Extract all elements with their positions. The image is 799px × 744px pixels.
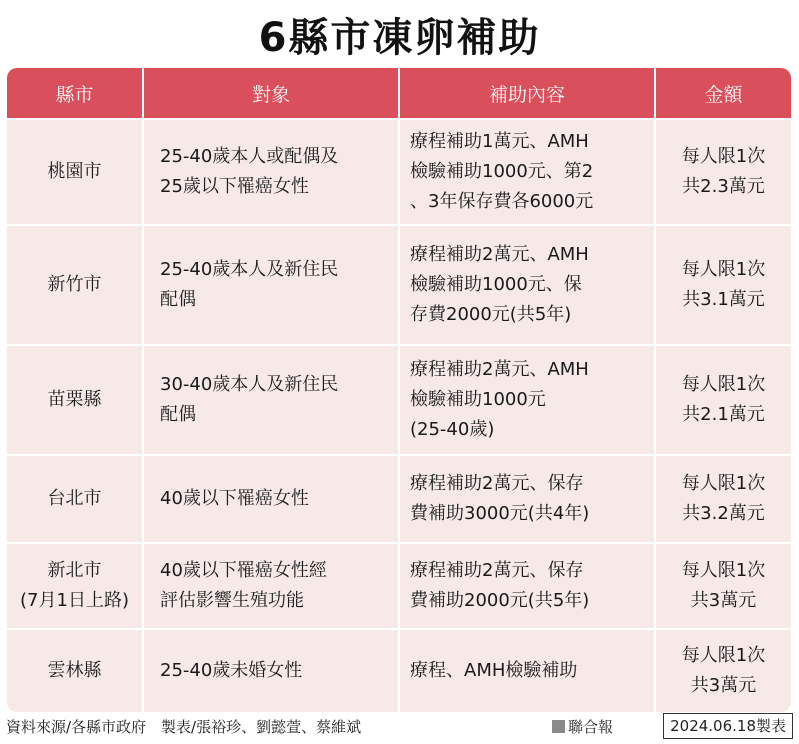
amount-cell-line: 每人限1次 — [681, 146, 766, 167]
content-cell — [400, 544, 656, 628]
amount-cell — [656, 346, 791, 454]
table-body — [7, 118, 791, 712]
content-cell — [400, 226, 656, 344]
content-cell-line: 療程補助2萬元、保存 — [410, 560, 584, 581]
city-cell — [7, 120, 144, 224]
amount-cell-line: 每人限1次 — [681, 473, 766, 494]
table-row — [7, 224, 791, 344]
target-cell — [144, 630, 400, 712]
target-cell-line: 40歲以下罹癌女性經 — [160, 560, 327, 581]
subsidy-table — [7, 68, 791, 712]
square-icon — [552, 720, 565, 733]
amount-cell-line: 共3萬元 — [690, 675, 757, 696]
content-cell-line: 療程補助2萬元、AMH — [410, 359, 589, 380]
amount-cell-line: 共2.3萬元 — [682, 176, 765, 197]
content-cell — [400, 346, 656, 454]
content-cell — [400, 456, 656, 542]
target-cell-line: 40歲以下罹癌女性 — [160, 488, 309, 509]
amount-cell — [656, 456, 791, 542]
target-cell — [144, 544, 400, 628]
amount-cell — [656, 544, 791, 628]
content-cell — [400, 120, 656, 224]
amount-cell-line: 共2.1萬元 — [682, 404, 765, 425]
city-cell-line: 新北市 — [47, 560, 102, 581]
city-cell-line: 桃園市 — [47, 161, 102, 182]
target-cell-line: 25-40歲未婚女性 — [160, 660, 303, 681]
date-stamp: 2024.06.18製表 — [663, 713, 793, 739]
city-cell-line: 新竹市 — [47, 274, 102, 295]
target-cell-line: 25-40歲本人或配偶及 — [160, 146, 339, 167]
table-row — [7, 542, 791, 628]
target-cell — [144, 456, 400, 542]
content-cell-line: 檢驗補助1000元 — [410, 389, 546, 410]
amount-cell-line: 每人限1次 — [681, 259, 766, 280]
target-cell-line: 評估影響生殖功能 — [160, 590, 304, 611]
page-title: 6縣市凍卵補助 — [258, 15, 541, 61]
content-cell-line: 療程、AMH檢驗補助 — [410, 660, 578, 681]
content-cell-line: 療程補助2萬元、保存 — [410, 473, 584, 494]
source-credit: 資料來源/各縣市政府 製表/張裕珍、劉懿萱、蔡維斌 — [6, 718, 362, 736]
city-cell-line: (7月1日上路) — [20, 590, 129, 611]
header-city: 縣市 — [7, 68, 144, 118]
header-amount: 金額 — [704, 83, 743, 106]
city-cell-line: 台北市 — [47, 488, 102, 509]
target-cell-line: 25-40歲本人及新住民 — [160, 259, 339, 280]
amount-cell — [656, 630, 791, 712]
target-cell-line: 30-40歲本人及新住民 — [160, 374, 339, 395]
content-cell-line: 療程補助2萬元、AMH — [410, 244, 589, 265]
city-cell — [7, 226, 144, 344]
city-cell — [7, 456, 144, 542]
footer — [6, 713, 793, 739]
target-cell — [144, 226, 400, 344]
content-cell-line: 、3年保存費各6000元 — [410, 191, 594, 212]
table-row — [7, 344, 791, 454]
city-cell-line: 苗栗縣 — [47, 389, 102, 410]
city-cell — [7, 346, 144, 454]
amount-cell-line: 共3萬元 — [690, 590, 757, 611]
content-cell-line: 檢驗補助1000元、第2 — [410, 161, 594, 182]
amount-cell-line: 共3.2萬元 — [682, 503, 765, 524]
publisher — [552, 716, 613, 737]
target-cell-line: 25歲以下罹癌女性 — [160, 176, 309, 197]
content-cell-line: (25-40歲) — [410, 419, 495, 440]
target-cell-line: 配偶 — [160, 289, 196, 310]
table-row — [7, 628, 791, 712]
table-row — [7, 118, 791, 224]
content-cell-line: 費補助2000元(共5年) — [410, 590, 590, 611]
amount-cell-line: 每人限1次 — [681, 645, 766, 666]
amount-cell — [656, 226, 791, 344]
header-target: 對象 — [144, 68, 400, 118]
target-cell-line: 配偶 — [160, 404, 196, 425]
city-cell — [7, 544, 144, 628]
city-cell — [7, 630, 144, 712]
target-cell — [144, 346, 400, 454]
content-cell-line: 費補助3000元(共4年) — [410, 503, 590, 524]
content-cell-line: 檢驗補助1000元、保 — [410, 274, 582, 295]
content-cell — [400, 630, 656, 712]
amount-cell — [656, 120, 791, 224]
target-cell — [144, 120, 400, 224]
header-content: 補助內容 — [400, 68, 656, 118]
publisher-name: 聯合報 — [568, 718, 614, 736]
amount-cell-line: 共3.1萬元 — [682, 289, 765, 310]
city-cell-line: 雲林縣 — [47, 660, 102, 681]
amount-cell-line: 每人限1次 — [681, 560, 766, 581]
content-cell-line: 療程補助1萬元、AMH — [410, 131, 589, 152]
table-header — [7, 68, 791, 118]
table-row — [7, 454, 791, 542]
amount-cell-line: 每人限1次 — [681, 374, 766, 395]
content-cell-line: 存費2000元(共5年) — [410, 304, 572, 325]
